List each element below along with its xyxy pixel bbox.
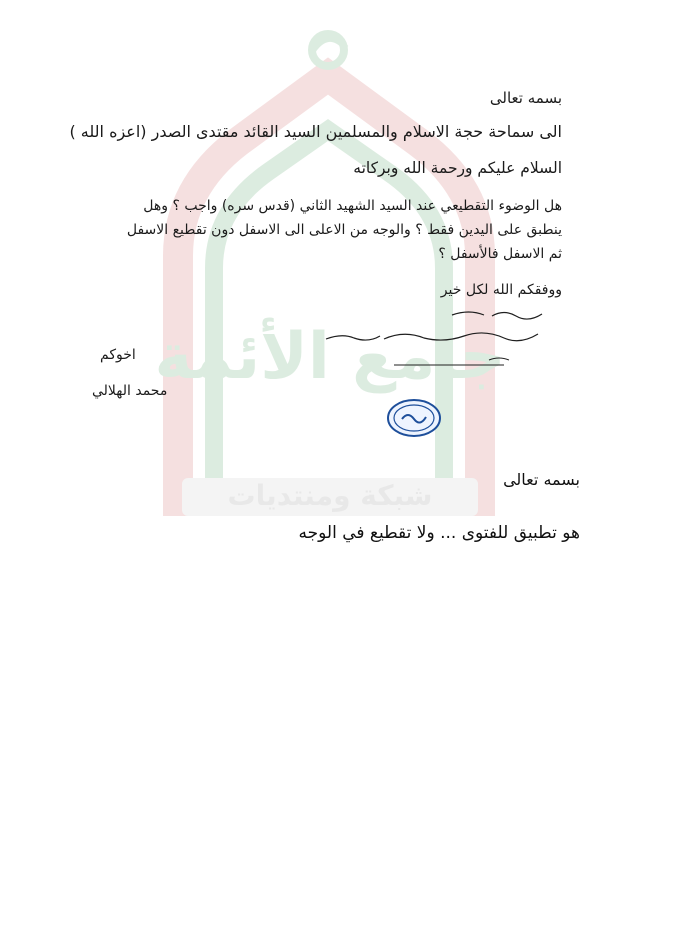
letter-salam: السلام عليكم ورحمة الله وبركاته [353, 159, 562, 177]
answer-text: هو تطبيق للفتوى ... ولا تقطيع في الوجه [298, 523, 580, 543]
letter-signer: محمد الهلالي [92, 383, 168, 399]
letter-recipient: الى سماحة حجة الاسلام والمسلمين السيد القائد مقتدى الصدر (اعزه الله ) [69, 122, 562, 141]
mosque-watermark [150, 18, 510, 538]
letter-thanks: ووفقكم الله لكل خير [440, 282, 562, 298]
letter-closing: اخوكم [100, 347, 136, 363]
handwritten-reply [314, 305, 564, 385]
svg-text:شبكة ومنتديات: شبكة ومنتديات [227, 479, 433, 512]
svg-text:جامع الأئمة: جامع الأئمة [154, 320, 506, 394]
letter-basmala: بسمه تعالى [489, 89, 562, 107]
letter-question: هل الوضوء التقطيعي عند السيد الشهيد الثاني (قدس سره) واجب ؟ وهل ينطبق على اليدين فقط ؟ والوجه من الاعلى الى الاسفل دون تقطيع الاسفل ثم الاسفل فالأسفل ؟ [126, 198, 562, 262]
official-stamp-icon [386, 397, 442, 439]
answer-heading: بسمه تعالى [503, 470, 580, 489]
